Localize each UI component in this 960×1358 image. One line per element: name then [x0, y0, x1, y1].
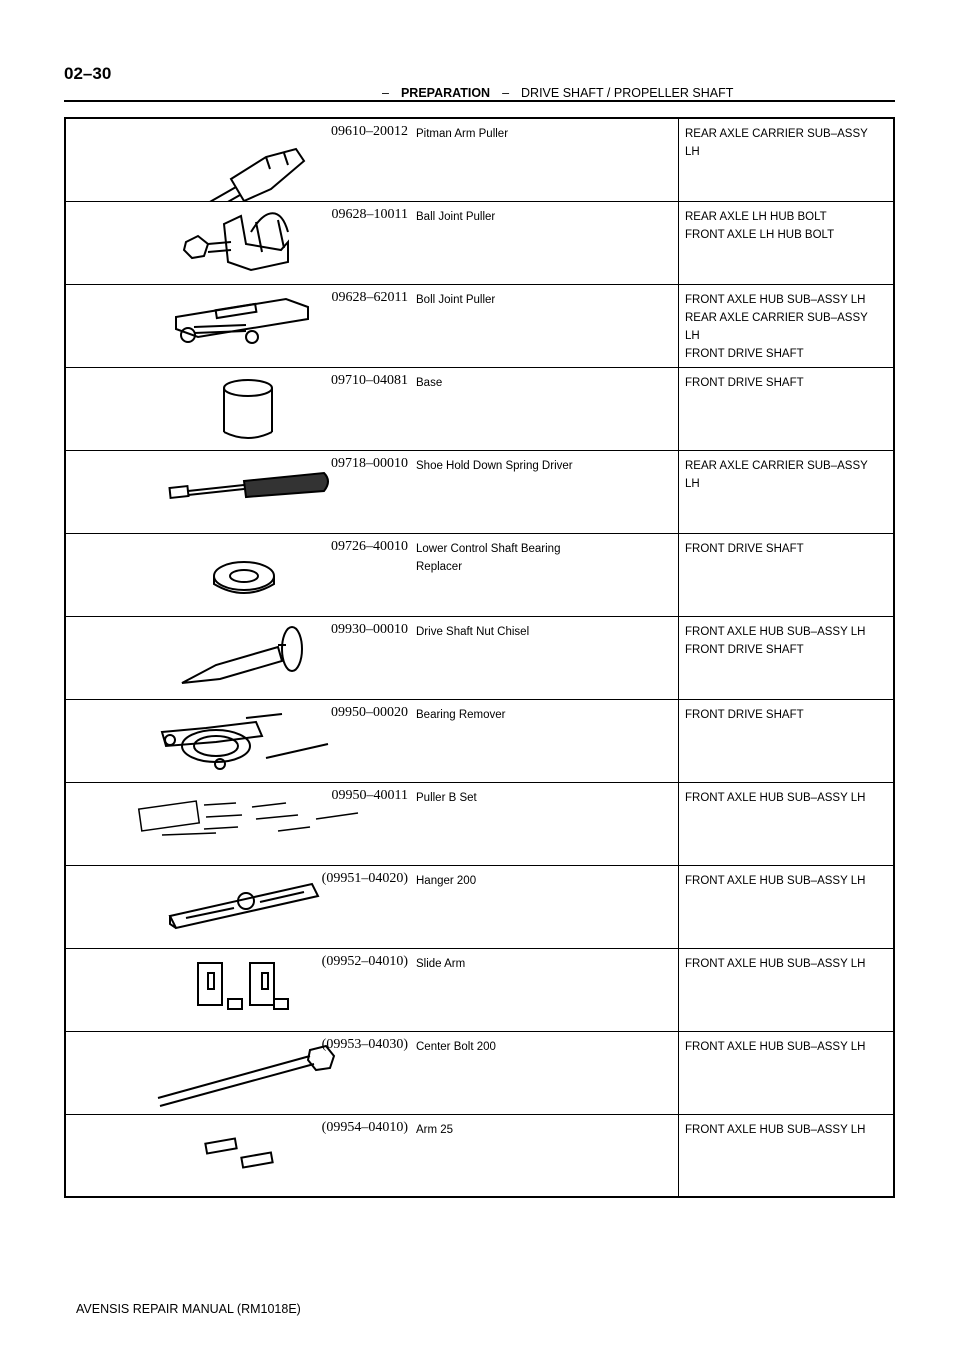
tool-illustration-cell [65, 118, 412, 201]
tool-name: Lower Control Shaft Bearing [416, 542, 561, 555]
tool-name-cell [412, 616, 679, 699]
tool-part-number: (09954–04010) [321, 1119, 408, 1135]
tool-name-cell [412, 1114, 679, 1197]
tool-row [65, 1114, 894, 1197]
tool-name: Shoe Hold Down Spring Driver [416, 459, 573, 472]
tool-name: Bearing Remover [416, 708, 506, 721]
bearing-remover-icon [66, 700, 366, 783]
tool-row [65, 948, 894, 1031]
tool-usage: FRONT AXLE HUB SUB–ASSY LH [685, 293, 866, 306]
tool-usage-cell [679, 782, 895, 865]
sst-table [64, 117, 895, 1198]
hanger-icon [66, 866, 366, 949]
tool-row [65, 201, 894, 284]
tool-name-cell [412, 450, 679, 533]
tool-illustration-cell [65, 865, 412, 948]
bearing-replacer-icon [66, 534, 366, 617]
tool-part-number: (09953–04030) [321, 1036, 408, 1052]
tool-part-number: (09952–04010) [321, 953, 408, 969]
tool-name: Replacer [416, 560, 463, 573]
ball-joint-puller-icon [66, 202, 366, 285]
tool-name: Center Bolt 200 [416, 1040, 496, 1053]
tool-name: Slide Arm [416, 957, 466, 970]
boll-joint-puller-icon [66, 285, 366, 368]
tool-name-cell [412, 1031, 679, 1114]
tool-part-number: 09610–20012 [331, 124, 408, 139]
tool-row [65, 367, 894, 450]
tool-row [65, 782, 894, 865]
pitman-arm-puller-icon [66, 119, 366, 202]
tool-usage: FRONT AXLE HUB SUB–ASSY LH [685, 1040, 866, 1053]
tool-usage: LH [685, 146, 700, 158]
tool-illustration-cell [65, 1114, 412, 1197]
tool-usage-cell [679, 284, 895, 367]
tool-usage-cell [679, 201, 895, 284]
tool-illustration-cell [65, 201, 412, 284]
nut-chisel-icon [66, 617, 366, 700]
page-number: 02–30 [64, 64, 112, 83]
tool-usage: FRONT AXLE HUB SUB–ASSY LH [685, 791, 866, 804]
tool-name-cell [412, 948, 679, 1031]
tool-part-number: 09930–00010 [331, 621, 408, 637]
tool-illustration-cell [65, 699, 412, 782]
tool-illustration-cell [65, 948, 412, 1031]
tool-row [65, 450, 894, 533]
tool-name: Arm 25 [416, 1123, 454, 1136]
tool-name: Ball Joint Puller [416, 210, 496, 223]
tool-usage: FRONT DRIVE SHAFT [685, 643, 804, 656]
footer-manual-title: AVENSIS REPAIR MANUAL (RM1018E) [76, 1302, 301, 1316]
tool-name: Pitman Arm Puller [416, 128, 509, 140]
page-header [370, 86, 733, 100]
tool-name: Boll Joint Puller [416, 293, 496, 306]
tool-usage: FRONT AXLE LH HUB BOLT [685, 228, 835, 241]
tool-name-cell [412, 782, 679, 865]
tool-row [65, 1031, 894, 1114]
tool-usage: FRONT AXLE HUB SUB–ASSY LH [685, 625, 866, 638]
tool-usage: LH [685, 329, 700, 342]
spring-driver-icon [66, 451, 366, 534]
tool-illustration-cell [65, 284, 412, 367]
header-dash: – [382, 86, 389, 100]
tool-part-number: 09726–40010 [331, 538, 408, 554]
tool-usage-cell [679, 450, 895, 533]
center-bolt-icon [66, 1032, 366, 1115]
tool-illustration-cell [65, 367, 412, 450]
tool-part-number: 09950–00020 [331, 704, 408, 720]
tool-name-cell [412, 699, 679, 782]
tool-part-number: 09628–10011 [331, 206, 408, 222]
tool-illustration-cell [65, 450, 412, 533]
tool-illustration-cell [65, 782, 412, 865]
tool-name-cell [412, 118, 679, 201]
tool-usage-cell [679, 699, 895, 782]
tool-usage: REAR AXLE CARRIER SUB–ASSY [685, 128, 868, 140]
header-rule [64, 100, 895, 102]
tool-usage-cell [679, 367, 895, 450]
tool-usage: FRONT DRIVE SHAFT [685, 708, 804, 721]
base-cylinder-icon [66, 368, 366, 451]
tool-row [65, 533, 894, 616]
tool-usage: FRONT AXLE HUB SUB–ASSY LH [685, 1123, 866, 1136]
slide-arm-icon [66, 949, 366, 1032]
tool-name: Base [416, 376, 443, 389]
tool-usage-cell [679, 865, 895, 948]
tool-part-number: 09718–00010 [331, 455, 408, 471]
tool-name-cell [412, 865, 679, 948]
tool-usage: FRONT DRIVE SHAFT [685, 542, 804, 555]
tool-illustration-cell [65, 616, 412, 699]
tool-part-number: 09710–04081 [331, 372, 408, 388]
tool-row [65, 616, 894, 699]
tool-usage-cell [679, 1031, 895, 1114]
tool-usage: LH [685, 477, 700, 490]
tool-name-cell [412, 201, 679, 284]
tool-illustration-cell [65, 1031, 412, 1114]
tool-usage: FRONT DRIVE SHAFT [685, 376, 804, 389]
tool-usage-cell [679, 948, 895, 1031]
tool-usage-cell [679, 118, 895, 201]
tool-usage: FRONT AXLE HUB SUB–ASSY LH [685, 957, 866, 970]
tool-row [65, 118, 894, 201]
tool-name: Puller B Set [416, 791, 477, 804]
tool-usage: FRONT AXLE HUB SUB–ASSY LH [685, 874, 866, 887]
tool-usage: REAR AXLE CARRIER SUB–ASSY [685, 311, 868, 324]
tool-illustration-cell [65, 533, 412, 616]
tool-usage-cell [679, 533, 895, 616]
tool-part-number: 09628–62011 [331, 289, 408, 305]
arm-icon [66, 1115, 366, 1198]
puller-set-icon [66, 783, 366, 866]
tool-usage-cell [679, 616, 895, 699]
tool-usage-cell [679, 1114, 895, 1197]
tool-part-number: 09950–40011 [331, 787, 408, 803]
tool-row [65, 699, 894, 782]
tool-name: Drive Shaft Nut Chisel [416, 625, 530, 638]
tool-name-cell [412, 533, 679, 616]
header-separator: – [502, 86, 510, 100]
tool-usage: FRONT DRIVE SHAFT [685, 347, 804, 360]
tool-name: Hanger 200 [416, 874, 477, 887]
tool-usage: REAR AXLE LH HUB BOLT [685, 210, 827, 223]
header-subsection: DRIVE SHAFT / PROPELLER SHAFT [521, 86, 734, 100]
header-section: PREPARATION [400, 86, 491, 100]
tool-part-number: (09951–04020) [321, 870, 408, 886]
tool-row [65, 865, 894, 948]
tool-name-cell [412, 284, 679, 367]
tool-name-cell [412, 367, 679, 450]
tool-row [65, 284, 894, 367]
tool-usage: REAR AXLE CARRIER SUB–ASSY [685, 459, 868, 472]
